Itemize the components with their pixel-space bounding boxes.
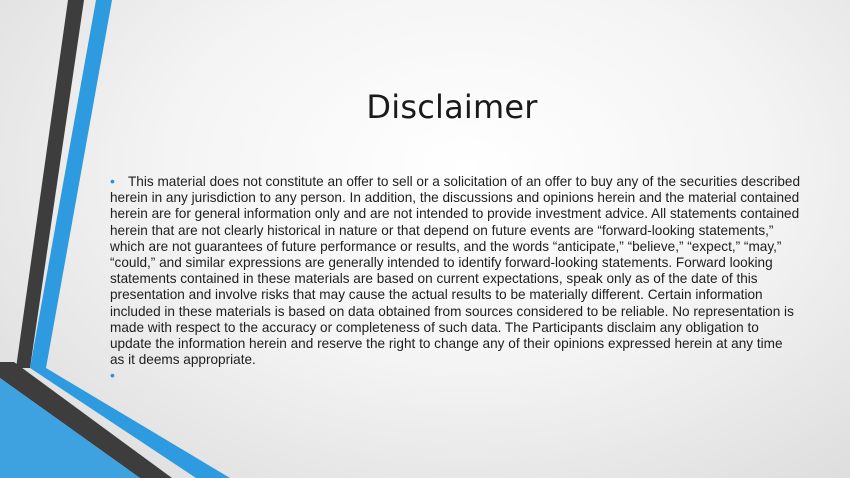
bullet-icon: • [110, 367, 115, 383]
empty-bullet [110, 367, 115, 383]
slide-title: Disclaimer [366, 88, 538, 126]
disclaimer-text: This material does not constitute an offer to sell or a solicitation of an offer to buy any of the securities described herein in any jurisdiction to any person. In addition, the discussions and opinions herein and the material contained herein are for general information only and are not intended to provide investment advice. All statements contained herein that are not clearly historical in nature or that depend on future events are “forward-looking statements,” which are not guarantees of future performance or results, and the words “anticipate,” “believe,” “expect,” “may,” “could,” and similar expressions are generally intended to identify forward-looking statements. Forward looking statements contained in these materials are based on current expectations, speak only as of the date of this presentation and involve risks that may cause the actual results to be materially different. Certain information included in these materials is based on data obtained from sources considered to be reliable. No representation is made with respect to the accuracy or completeness of such data. The Participants disclaim any obligation to update the information herein and reserve the right to change any of their opinions expressed herein at any time as it deems appropriate. [110, 174, 801, 368]
disclaimer-paragraph [110, 173, 800, 368]
bullet-icon: • [110, 173, 115, 189]
